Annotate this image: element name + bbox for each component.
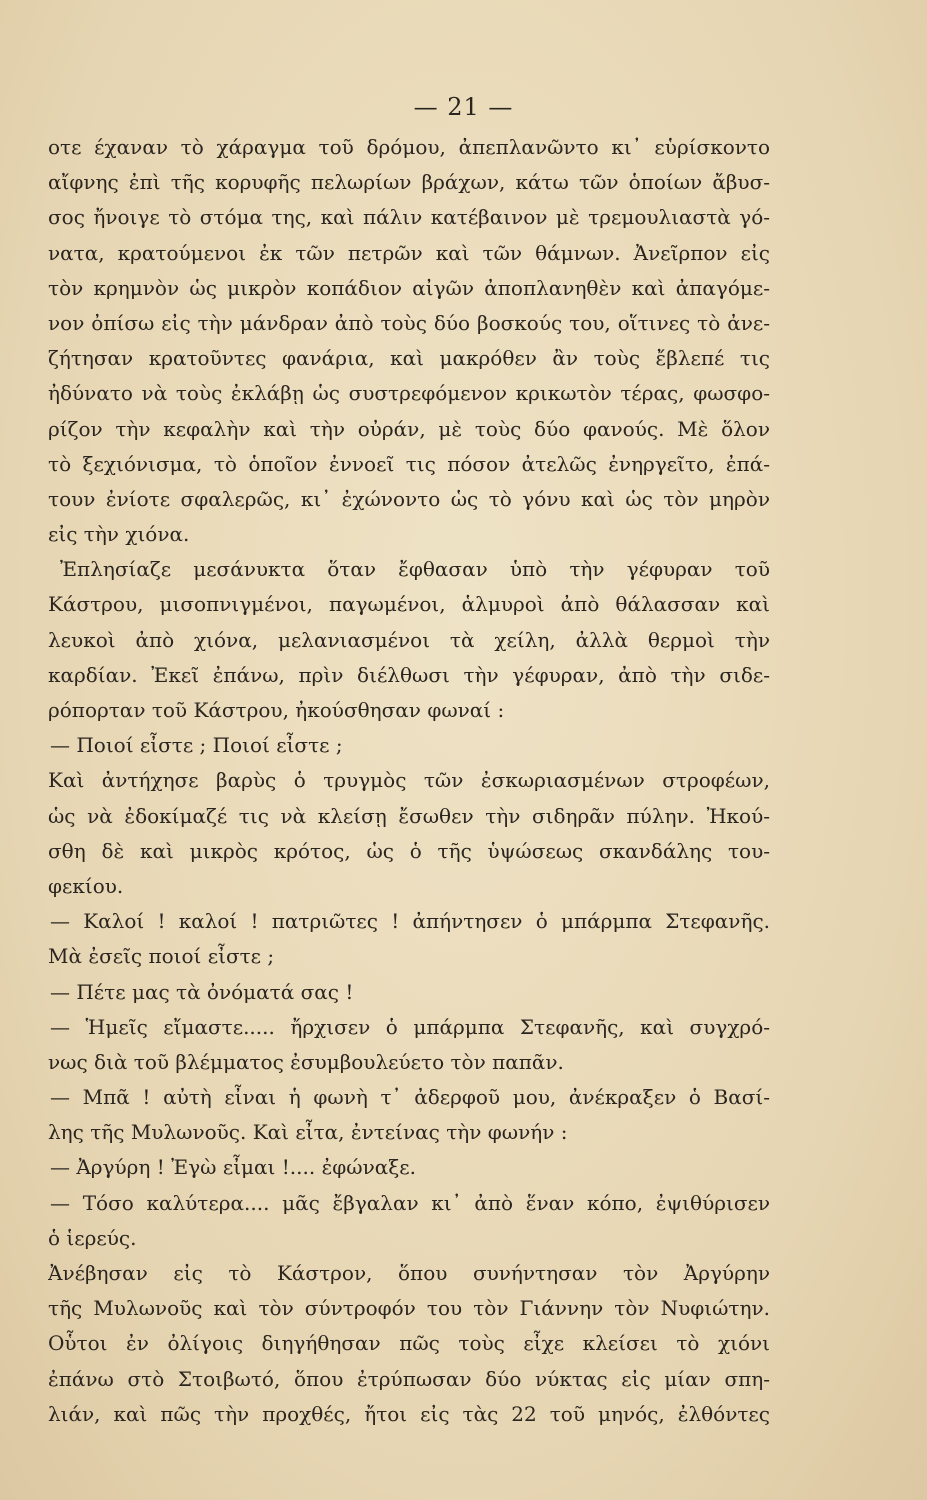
text-line: αἴφνης ἐπὶ τῆς κορυφῆς πελωρίων βράχων, κάτω τῶν ὁποίων ἄβυσ- — [48, 170, 770, 195]
text-line: λιάν, καὶ πῶς τὴν προχθές, ἤτοι εἰς τὰς 22 τοῦ μηνός, ἐλθόντες — [48, 1401, 770, 1426]
text-line: Οὗτοι ἐν ὀλίγοις διηγήθησαν πῶς τοὺς εἶχε κλείσει τὸ χιόνι — [48, 1331, 770, 1356]
text-line: ἐπάνω στὸ Στοιβωτό, ὅπου ἐτρύπωσαν δύο νύκτας εἰς μίαν σπη- — [48, 1366, 770, 1391]
text-line: — Καλοί ! καλοί ! πατριῶτες ! ἀπήντησεν ὁ μπάρμπα Στεφανῆς. — [50, 909, 770, 934]
text-line: — Μπᾶ ! αὐτὴ εἶναι ἡ φωνὴ τ᾿ ἀδερφοῦ μου, ἀνέκραξεν ὁ Βασί- — [50, 1085, 770, 1110]
text-line: Καὶ ἀντήχησε βαρὺς ὁ τρυγμὸς τῶν ἐσκωριασμένων στροφέων, — [48, 768, 770, 793]
text-line: — Ἡμεῖς εἴμαστε..... ἤρχισεν ὁ μπάρμπα Στεφανῆς, καὶ συγχρό- — [50, 1014, 770, 1039]
text-line: νως διὰ τοῦ βλέμματος ἐσυμβουλεύετο τὸν παπᾶν. — [48, 1049, 564, 1074]
text-line: ρόπορταν τοῦ Κάστρου, ἠκούσθησαν φωναί : — [48, 698, 505, 722]
text-line: ὁ ἱερεύς. — [48, 1225, 137, 1250]
text-line: ζήτησαν κρατοῦντες φανάρια, καὶ μακρόθεν ἂν τοὺς ἔβλεπέ τις — [48, 346, 770, 371]
text-line: — Πέτε μας τὰ ὀνόματά σας ! — [50, 979, 354, 1004]
text-line: — Ἀργύρη ! Ἐγὼ εἶμαι !.... ἐφώναξε. — [50, 1155, 417, 1180]
text-line: καρδίαν. Ἐκεῖ ἐπάνω, πρὶν διέλθωσι τὴν γέφυραν, ἀπὸ τὴν σιδε- — [48, 662, 770, 687]
text-line: τὸ ξεχιόνισμα, τὸ ὁποῖον ἐννοεῖ τις πόσον ἀτελῶς ἐνηργεῖτο, ἐπά- — [48, 451, 770, 476]
text-line: φεκίου. — [48, 873, 124, 898]
text-line: οτε έχαναν τὸ χάραγμα τοῦ δρόμου, ἀπεπλανῶντο κι᾿ εὑρίσκοντο — [48, 135, 770, 159]
text-line: ἠδύνατο νὰ τοὺς ἐκλάβῃ ὡς συστρεφόμενον κρικωτὸν τέρας, φωσφο- — [48, 381, 770, 406]
body-text — [48, 130, 770, 1432]
text-line: Ἐπλησίαζε μεσάνυκτα ὅταν ἔφθασαν ὑπὸ τὴν γέφυραν τοῦ — [60, 557, 770, 582]
text-line: τουν ἐνίοτε σφαλερῶς, κι᾿ ἐχώνοντο ὡς τὸ γόνυ καὶ ὡς τὸν μηρὸν — [48, 486, 770, 511]
text-line: — Ποιοί εἶστε ; Ποιοί εἶστε ; — [50, 733, 343, 758]
text-line: τὸν κρημνὸν ὡς μικρὸν κοπάδιον αἰγῶν ἀποπλανηθὲν καὶ ἀπαγόμε- — [48, 275, 770, 300]
text-line: ρίζον τὴν κεφαλὴν καὶ τὴν οὐράν, μὲ τοὺς δύο φανούς. Μὲ ὅλον — [48, 416, 770, 441]
text-line: εἰς τὴν χιόνα. — [48, 522, 190, 547]
text-line: λης τῆς Μυλωνοῦς. Καὶ εἶτα, ἐντείνας τὴν φωνήν : — [48, 1120, 568, 1145]
text-line: ὡς νὰ ἐδοκίμαζέ τις νὰ κλείσῃ ἔσωθεν τὴν σιδηρᾶν πύλην. Ἠκού- — [48, 803, 770, 828]
text-line: νον ὀπίσω εἰς τὴν μάνδραν ἀπὸ τοὺς δύο βοσκούς του, οἵτινες τὸ ἀνε- — [48, 310, 770, 335]
text-line: — Τόσο καλύτερα.... μᾶς ἔβγαλαν κι᾿ ἀπὸ ἕναν κόπο, ἐψιθύρισεν — [50, 1190, 770, 1215]
text-line: Ἀνέβησαν εἰς τὸ Κάστρον, ὅπου συνήντησαν τὸν Ἀργύρην — [48, 1261, 770, 1285]
text-line: σος ἤνοιγε τὸ στόμα της, καὶ πάλιν κατέβαινον μὲ τρεμουλιαστὰ γό- — [48, 205, 770, 230]
text-line: Κάστρου, μισοπνιγμένοι, παγωμένοι, ἁλμυροὶ ἀπὸ θάλασσαν καὶ — [48, 592, 770, 617]
text-line: νατα, κρατούμενοι ἐκ τῶν πετρῶν καὶ τῶν θάμνων. Ἀνεῖρπον εἰς — [48, 240, 770, 265]
text-line: τῆς Μυλωνοῦς καὶ τὸν σύντροφόν του τὸν Γιάννην τὸν Νυφιώτην. — [48, 1296, 770, 1321]
page-number: — 21 — — [413, 93, 514, 121]
text-line: Μὰ ἐσεῖς ποιοί εἶστε ; — [48, 944, 275, 969]
text-line: σθη δὲ καὶ μικρὸς κρότος, ὡς ὁ τῆς ὑψώσεως σκανδάλης του- — [48, 838, 770, 863]
text-line: λευκοὶ ἀπὸ χιόνα, μελανιασμένοι τὰ χείλη, ἀλλὰ θερμοὶ τὴν — [48, 627, 770, 652]
